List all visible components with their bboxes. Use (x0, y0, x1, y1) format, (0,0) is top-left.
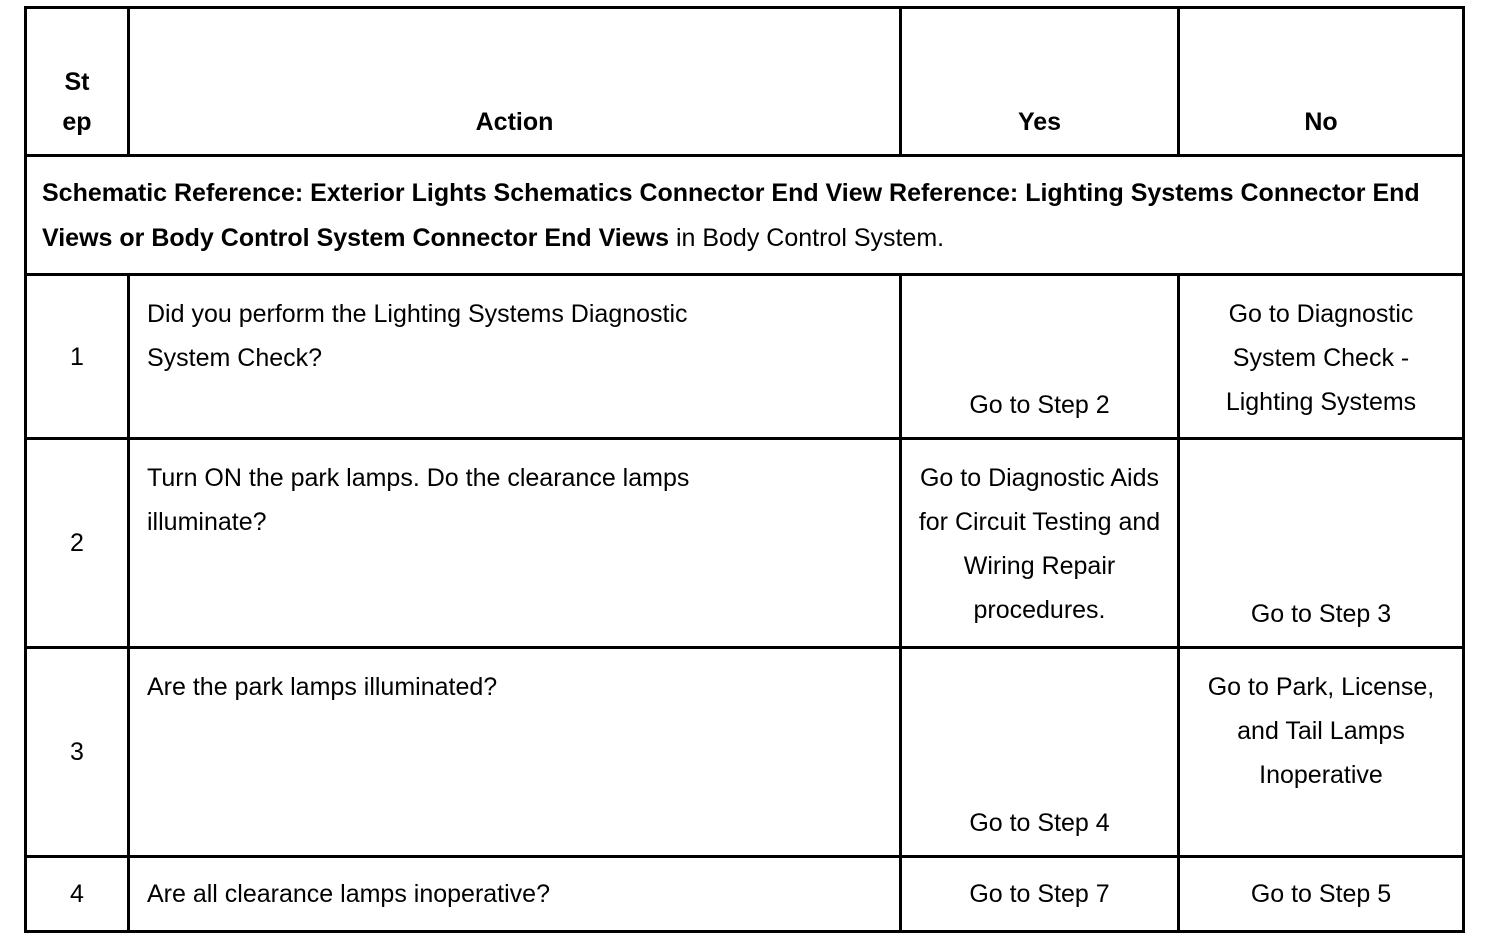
action-cell: Turn ON the park lamps. Do the clearance lamps illuminate? (129, 439, 901, 648)
step-column-header (26, 8, 129, 156)
table-row (26, 439, 1464, 648)
table-row (26, 857, 1464, 932)
diagnostic-table (24, 6, 1465, 933)
action-cell: Did you perform the Lighting Systems Diagnostic System Check? (129, 275, 901, 439)
step-number: 1 (26, 275, 129, 439)
no-column-header: No (1179, 8, 1464, 156)
diagnostic-table-container (24, 6, 1465, 933)
no-cell: Go to Park, License, and Tail Lamps Inoperative (1179, 648, 1464, 857)
table-row (26, 275, 1464, 439)
yes-cell: Go to Step 4 (901, 648, 1179, 857)
step-number: 4 (26, 857, 129, 932)
step-number: 3 (26, 648, 129, 857)
yes-cell: Go to Step 2 (901, 275, 1179, 439)
action-column-header: Action (129, 8, 901, 156)
action-cell: Are all clearance lamps inoperative? (129, 857, 901, 932)
schematic-reference-row (26, 156, 1464, 275)
step-header-label: St ep (62, 68, 92, 136)
no-cell: Go to Step 5 (1179, 857, 1464, 932)
schematic-reference-bold: Schematic Reference: Exterior Lights Schematics Connector End View Reference: Lighting Systems Connector End Views or Body Control System Connector End Views (42, 179, 1420, 252)
step-number: 2 (26, 439, 129, 648)
yes-cell: Go to Step 7 (901, 857, 1179, 932)
no-cell: Go to Step 3 (1179, 439, 1464, 648)
schematic-reference-cell (26, 156, 1464, 275)
table-row (26, 648, 1464, 857)
schematic-reference-normal: in Body Control System. (669, 224, 945, 252)
no-cell: Go to Diagnostic System Check - Lighting Systems (1179, 275, 1464, 439)
yes-cell: Go to Diagnostic Aids for Circuit Testing and Wiring Repair procedures. (901, 439, 1179, 648)
table-header-row (26, 8, 1464, 156)
action-cell: Are the park lamps illuminated? (129, 648, 901, 857)
yes-column-header: Yes (901, 8, 1179, 156)
